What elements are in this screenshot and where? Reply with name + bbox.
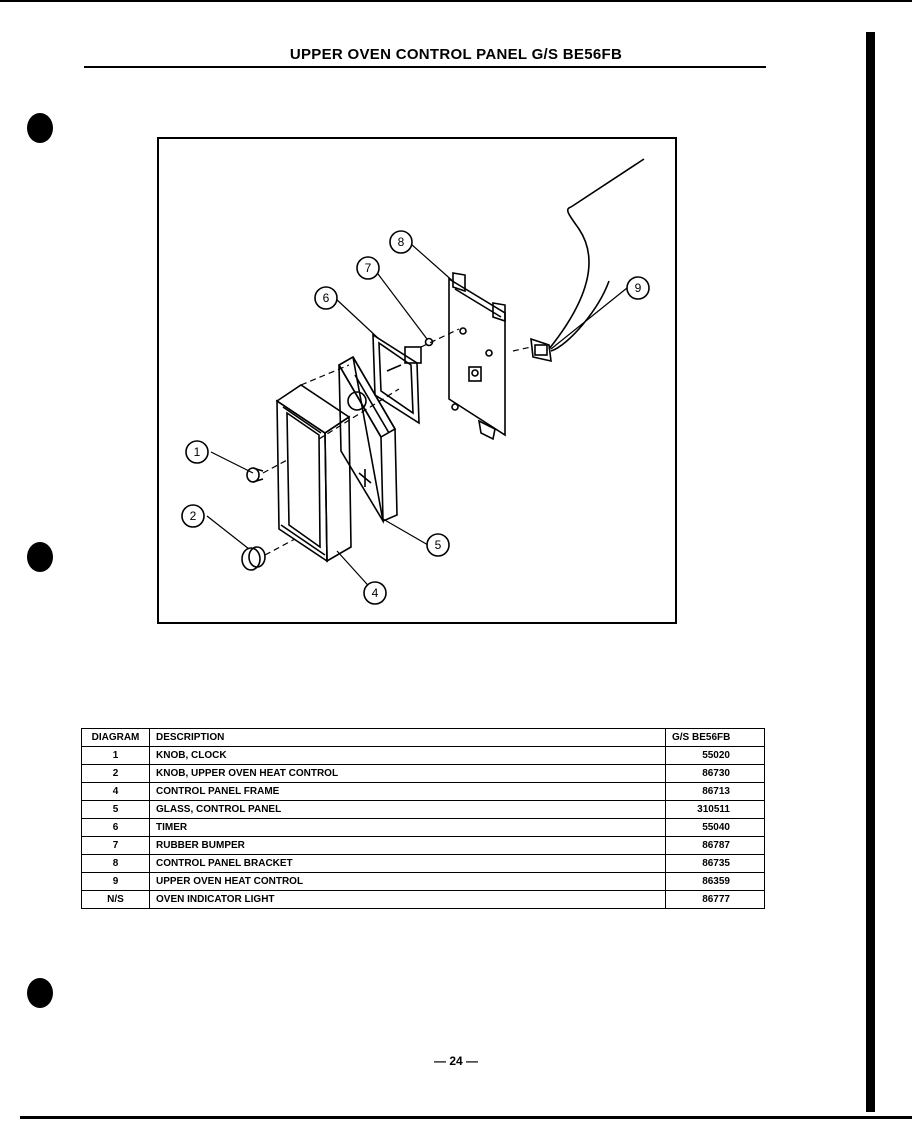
glass-panel-drawing: [339, 357, 397, 521]
row-diagram: 2: [82, 765, 150, 783]
header-description: DESCRIPTION: [150, 729, 666, 747]
knob-clock-drawing: [247, 468, 263, 482]
binder-hole-bottom: [27, 978, 53, 1008]
callout-8-label: 8: [397, 235, 405, 249]
row-diagram: 4: [82, 783, 150, 801]
row-part-number: 310511: [666, 801, 765, 819]
row-description: GLASS, CONTROL PANEL: [150, 801, 666, 819]
callout-5-label: 5: [434, 538, 442, 552]
row-description: CONTROL PANEL BRACKET: [150, 855, 666, 873]
row-part-number: 86730: [666, 765, 765, 783]
page-right-edge: [866, 32, 875, 1112]
row-part-number: 86735: [666, 855, 765, 873]
callout-4-label: 4: [371, 586, 379, 600]
knob-heat-control-drawing: [242, 547, 265, 570]
row-diagram: 9: [82, 873, 150, 891]
row-part-number: 86787: [666, 837, 765, 855]
table-row: [82, 801, 765, 819]
binder-hole-middle: [27, 542, 53, 572]
timer-drawing: [373, 335, 421, 423]
row-part-number: 86359: [666, 873, 765, 891]
table-row: [82, 783, 765, 801]
row-description: RUBBER BUMPER: [150, 837, 666, 855]
row-diagram: N/S: [82, 891, 150, 909]
row-diagram: 1: [82, 747, 150, 765]
row-diagram: 5: [82, 801, 150, 819]
row-description: CONTROL PANEL FRAME: [150, 783, 666, 801]
page-bottom-edge: [20, 1116, 912, 1119]
row-diagram: 7: [82, 837, 150, 855]
header-diagram: DIAGRAM: [82, 729, 150, 747]
callout-9-label: 9: [634, 281, 642, 295]
row-part-number: 86713: [666, 783, 765, 801]
table-row: [82, 819, 765, 837]
table-row: [82, 747, 765, 765]
row-description: KNOB, UPPER OVEN HEAT CONTROL: [150, 765, 666, 783]
page-title: UPPER OVEN CONTROL PANEL G/S BE56FB: [289, 46, 623, 63]
page-number: — 24 —: [433, 1054, 478, 1068]
exploded-diagram: [157, 137, 677, 624]
parts-table: [81, 728, 765, 909]
row-part-number: 55020: [666, 747, 765, 765]
row-diagram: 8: [82, 855, 150, 873]
callout-1-label: 1: [193, 445, 201, 459]
row-part-number: 55040: [666, 819, 765, 837]
table-row: [82, 891, 765, 909]
row-description: UPPER OVEN HEAT CONTROL: [150, 873, 666, 891]
callout-2-label: 2: [189, 509, 197, 523]
binder-hole-top: [27, 113, 53, 143]
row-description: TIMER: [150, 819, 666, 837]
heat-control-drawing: [531, 159, 644, 361]
table-row: [82, 837, 765, 855]
row-diagram: 6: [82, 819, 150, 837]
callout-7-label: 7: [364, 261, 372, 275]
row-description: KNOB, CLOCK: [150, 747, 666, 765]
title-underline: [84, 66, 766, 68]
callout-6-label: 6: [322, 291, 330, 305]
row-description: OVEN INDICATOR LIGHT: [150, 891, 666, 909]
table-row: [82, 873, 765, 891]
page-top-edge: [0, 0, 912, 2]
exploded-view-drawing: [159, 139, 675, 622]
row-part-number: 86777: [666, 891, 765, 909]
table-row: [82, 765, 765, 783]
bracket-drawing: [449, 273, 505, 439]
table-row: [82, 855, 765, 873]
header-part-number: G/S BE56FB: [666, 729, 765, 747]
parts-table-header: [82, 729, 765, 747]
